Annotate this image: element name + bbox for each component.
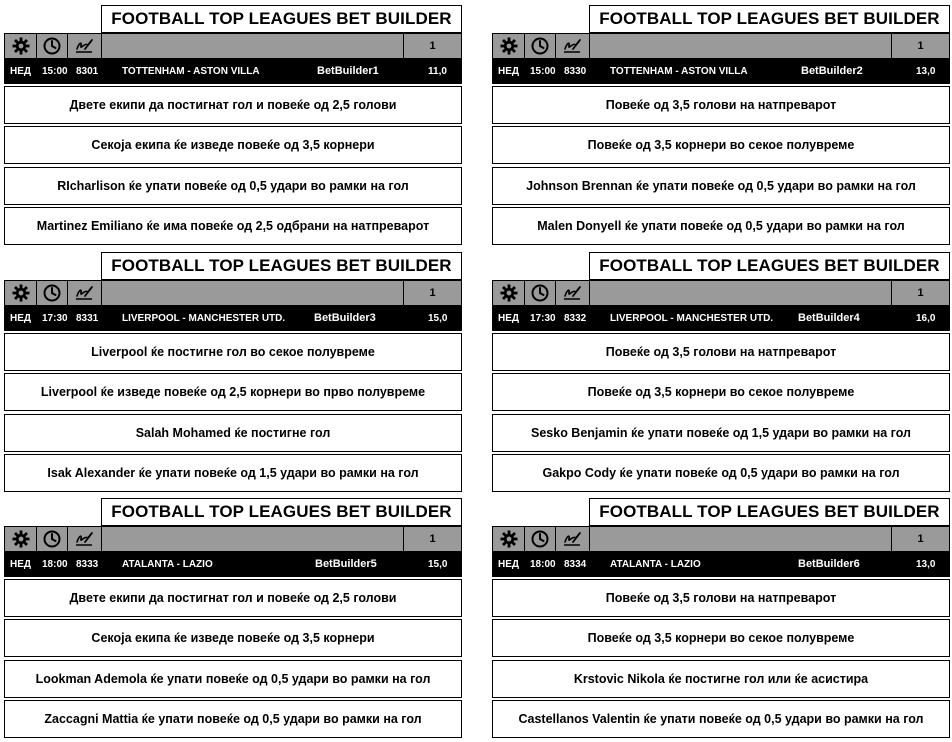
bet-builder-label: BetBuilder5	[315, 558, 377, 570]
bet-selection-row: Martinez Emiliano ќе има повеќе од 2,5 одбрани на натпреварот	[4, 207, 462, 245]
odds-value: 15,0	[428, 559, 448, 570]
bet-selection-row: Секоја екипа ќе изведе повеќе од 3,5 корнери	[4, 126, 462, 164]
selection-count: 1	[403, 34, 461, 58]
day-label: НЕД	[498, 313, 520, 324]
gear-icon	[5, 527, 37, 551]
event-code: 8331	[76, 313, 99, 324]
match-name: ATALANTA - LAZIO	[122, 559, 213, 570]
time-label: 17:30	[42, 313, 68, 324]
bet-selection-row: Krstovic Nikola ќе постигне гол или ќе асистира	[492, 660, 950, 698]
bet-builder-label: BetBuilder4	[798, 312, 860, 324]
card-header	[492, 252, 950, 280]
bet-selection-row: Двете екипи да постигнат гол и повеќе од 2,5 голови	[4, 579, 462, 617]
bet-selection-row: Секоја екипа ќе изведе повеќе од 3,5 корнери	[4, 619, 462, 657]
match-info-bar	[492, 59, 950, 84]
card-title: FOOTBALL TOP LEAGUES BET BUILDER	[101, 252, 462, 280]
icon-toolbar	[4, 280, 462, 306]
match-info-bar	[4, 306, 462, 331]
odds-value: 13,0	[916, 66, 936, 77]
event-code: 8333	[76, 559, 99, 570]
card-title: FOOTBALL TOP LEAGUES BET BUILDER	[589, 252, 950, 280]
bet-selection-row: Повеќе од 3,5 голови на натпреварот	[492, 579, 950, 617]
odds-value: 13,0	[916, 559, 936, 570]
clock-icon	[524, 281, 556, 305]
bet-selection-row: Gakpo Cody ќе упати повеќе од 0,5 удари во рамки на гол	[492, 454, 950, 492]
day-label: НЕД	[10, 559, 32, 570]
time-label: 18:00	[530, 559, 556, 570]
card-title: FOOTBALL TOP LEAGUES BET BUILDER	[101, 498, 462, 526]
card-header	[492, 5, 950, 33]
day-label: НЕД	[498, 559, 520, 570]
selection-count: 1	[891, 34, 949, 58]
bet-selection-row: Johnson Brennan ќе упати повеќе од 0,5 удари во рамки на гол	[492, 167, 950, 205]
bet-builder-label: BetBuilder3	[314, 312, 376, 324]
clock-icon	[36, 527, 68, 551]
bet-selection-row: Liverpool ќе постигне гол во секое полувреме	[4, 333, 462, 371]
event-code: 8330	[564, 66, 587, 77]
bet-card	[4, 498, 462, 738]
bet-selection-row: Двете екипи да постигнат гол и повеќе од 2,5 голови	[4, 86, 462, 124]
event-code: 8332	[564, 313, 587, 324]
bet-card	[492, 498, 950, 738]
bet-selection-row: Повеќе од 3,5 корнери во секое полувреме	[492, 619, 950, 657]
bet-selection-row: Isak Alexander ќе упати повеќе од 1,5 удари во рамки на гол	[4, 454, 462, 492]
icon-toolbar	[492, 33, 950, 59]
card-title: FOOTBALL TOP LEAGUES BET BUILDER	[101, 5, 462, 33]
selection-count: 1	[891, 527, 949, 551]
clock-icon	[524, 527, 556, 551]
match-name: ATALANTA - LAZIO	[610, 559, 701, 570]
time-label: 18:00	[42, 559, 68, 570]
selection-count: 1	[891, 281, 949, 305]
event-code: 8334	[564, 559, 587, 570]
signature-icon	[555, 34, 590, 58]
gear-icon	[493, 527, 525, 551]
bet-selection-row: RIcharlison ќе упати повеќе од 0,5 удари во рамки на гол	[4, 167, 462, 205]
bet-selection-row: Повеќе од 3,5 голови на натпреварот	[492, 86, 950, 124]
bet-card	[492, 5, 950, 245]
odds-value: 11,0	[428, 66, 447, 77]
icon-toolbar	[492, 280, 950, 306]
bet-card	[492, 252, 950, 492]
icon-toolbar	[492, 526, 950, 552]
card-header	[492, 498, 950, 526]
day-label: НЕД	[498, 66, 520, 77]
bet-selection-row: Liverpool ќе изведе повеќе од 2,5 корнери во прво полувреме	[4, 373, 462, 411]
match-name: TOTTENHAM - ASTON VILLA	[122, 66, 260, 77]
signature-icon	[67, 527, 102, 551]
odds-value: 15,0	[428, 313, 448, 324]
bet-selection-row: Salah Mohamed ќе постигне гол	[4, 414, 462, 452]
gear-icon	[5, 34, 37, 58]
bet-selection-row: Повеќе од 3,5 корнери во секое полувреме	[492, 373, 950, 411]
signature-icon	[555, 281, 590, 305]
card-title: FOOTBALL TOP LEAGUES BET BUILDER	[589, 5, 950, 33]
time-label: 15:00	[42, 66, 68, 77]
time-label: 17:30	[530, 313, 556, 324]
match-info-bar	[492, 306, 950, 331]
clock-icon	[36, 34, 68, 58]
selection-count: 1	[403, 527, 461, 551]
day-label: НЕД	[10, 66, 32, 77]
bet-selection-row: Zaccagni Mattia ќе упати повеќе од 0,5 удари во рамки на гол	[4, 700, 462, 738]
bet-builder-label: BetBuilder6	[798, 558, 860, 570]
card-header	[4, 498, 462, 526]
match-info-bar	[4, 552, 462, 577]
gear-icon	[5, 281, 37, 305]
icon-toolbar	[4, 33, 462, 59]
clock-icon	[36, 281, 68, 305]
icon-toolbar	[4, 526, 462, 552]
odds-value: 16,0	[916, 313, 936, 324]
day-label: НЕД	[10, 313, 32, 324]
card-header	[4, 252, 462, 280]
match-info-bar	[492, 552, 950, 577]
card-title: FOOTBALL TOP LEAGUES BET BUILDER	[589, 498, 950, 526]
bet-selection-row: Повеќе од 3,5 корнери во секое полувреме	[492, 126, 950, 164]
gear-icon	[493, 281, 525, 305]
card-header	[4, 5, 462, 33]
bet-selection-row: Lookman Ademola ќе упати повеќе од 0,5 удари во рамки на гол	[4, 660, 462, 698]
match-info-bar	[4, 59, 462, 84]
event-code: 8301	[76, 66, 99, 77]
time-label: 15:00	[530, 66, 556, 77]
signature-icon	[67, 34, 102, 58]
match-name: LIVERPOOL - MANCHESTER UTD.	[122, 313, 286, 324]
match-name: LIVERPOOL - MANCHESTER UTD.	[610, 313, 774, 324]
bet-selection-row: Повеќе од 3,5 голови на натпреварот	[492, 333, 950, 371]
bet-card	[4, 252, 462, 492]
signature-icon	[67, 281, 102, 305]
bet-selection-row: Sesko Benjamin ќе упати повеќе од 1,5 удари во рамки на гол	[492, 414, 950, 452]
clock-icon	[524, 34, 556, 58]
bet-builder-label: BetBuilder2	[801, 65, 863, 77]
selection-count: 1	[403, 281, 461, 305]
gear-icon	[493, 34, 525, 58]
bet-card	[4, 5, 462, 245]
bet-selection-row: Malen Donyell ќе упати повеќе од 0,5 удари во рамки на гол	[492, 207, 950, 245]
match-name: TOTTENHAM - ASTON VILLA	[610, 66, 748, 77]
bet-selection-row: Castellanos Valentin ќе упати повеќе од 0,5 удари во рамки на гол	[492, 700, 950, 738]
signature-icon	[555, 527, 590, 551]
bet-builder-label: BetBuilder1	[317, 65, 379, 77]
